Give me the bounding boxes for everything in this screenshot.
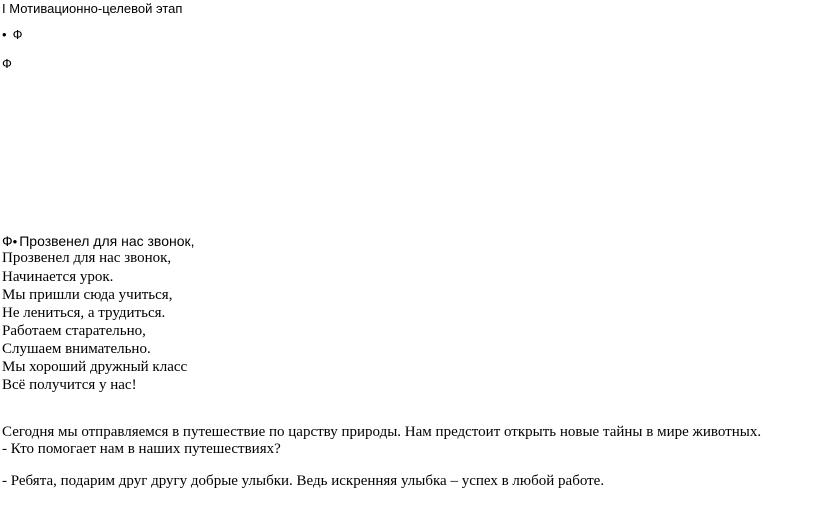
poem-line: Начинается урок. (2, 269, 114, 285)
stage-heading: I Мотивационно-целевой этап (2, 1, 183, 16)
poem-line: Слушаем внимательно. (2, 341, 151, 357)
paragraph-question: - Кто помогает нам в наших путешествиях? (2, 441, 281, 457)
poem-line: Мы пришли сюда учиться, (2, 287, 173, 303)
poem-line: Работаем старательно, (2, 323, 146, 339)
paragraph-journey: Сегодня мы отправляемся в путешествие по царству природы. Нам предстоит открыть новые тайны в мире животных. (2, 424, 762, 440)
poem-line: Всё получится у нас! (2, 377, 137, 393)
bullet-icon: • (2, 27, 7, 42)
bullet-line-1 (2, 27, 22, 42)
poem-line: Мы хороший дружный класс (2, 359, 188, 375)
poem-heading (2, 233, 195, 249)
bullet-icon: • (12, 234, 18, 249)
bullet-line-1-text: Ф (12, 27, 23, 42)
paragraph-smiles: - Ребята, подарим друг другу добрые улыбки. Ведь искренняя улыбка – успех в любой работе. (2, 473, 605, 489)
poem-heading-prefix: Ф (2, 233, 13, 249)
poem-line: Не лениться, а трудиться. (2, 305, 166, 321)
poem-line: Прозвенел для нас звонок, (2, 250, 172, 266)
line-f: Ф (2, 56, 12, 71)
poem-heading-text: Прозвенел для нас звонок, (19, 233, 195, 249)
